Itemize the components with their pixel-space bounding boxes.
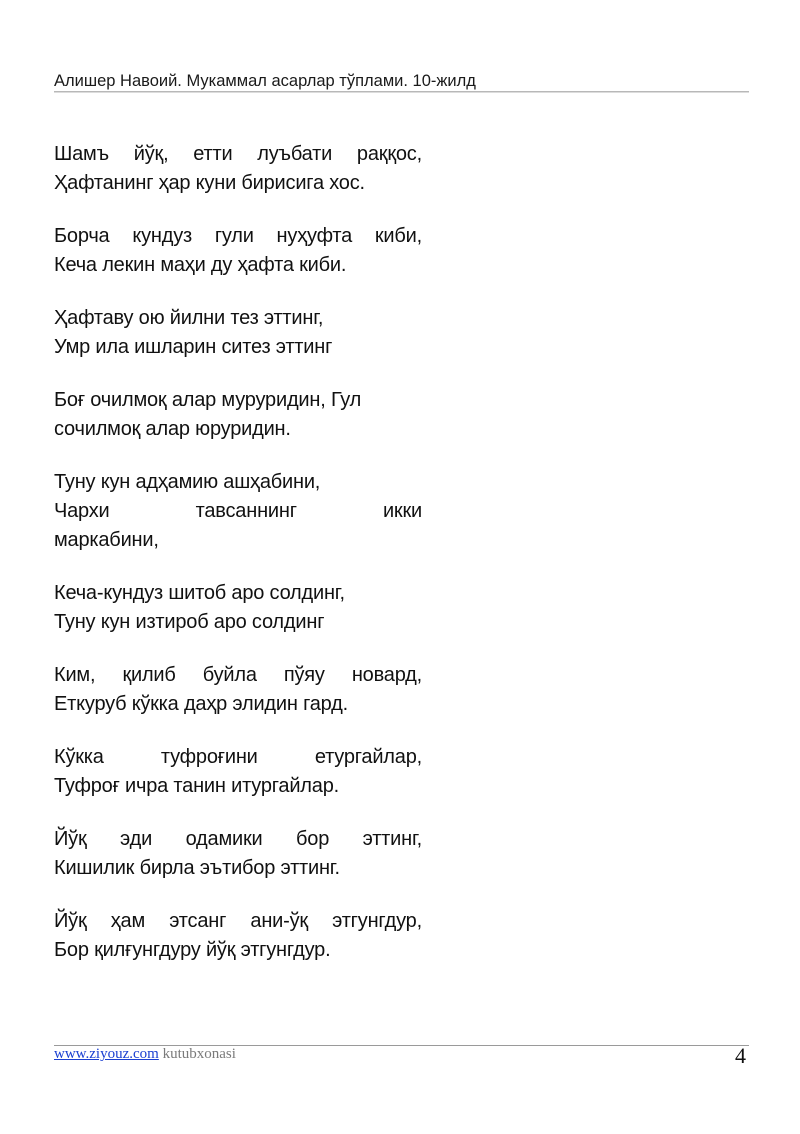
poem-line: Еткуруб кўкка даҳр элидин гард.: [54, 693, 348, 715]
poem-word: туфроғини: [160, 746, 258, 768]
stanza: [54, 222, 422, 280]
poem-word: тавсаннинг: [195, 500, 297, 522]
poem-word: етти: [193, 143, 233, 165]
poem-line: Кеча лекин маҳи ду ҳафта киби.: [54, 254, 347, 276]
poem-word: Шамъ: [54, 143, 109, 165]
poem-word: бор: [296, 828, 330, 850]
poem-word: этгунгдур,: [332, 910, 422, 932]
poem-word: етургайлар,: [314, 746, 422, 768]
poem-line: Туну кун адҳамию ашҳабини,: [54, 471, 321, 493]
poem-word: қилиб: [122, 664, 176, 686]
library-label: kutubxonasi: [162, 1046, 236, 1062]
poem-line: [54, 743, 422, 772]
poem-word: киби,: [374, 225, 422, 247]
poem-line: Ҳафтаву ою йилни тез эттинг,: [54, 307, 324, 329]
poem-line: Туфроғ ичра танин итургайлар.: [54, 775, 339, 797]
poem-word: пўяу: [283, 664, 325, 686]
stanza: [54, 304, 422, 362]
poem-line: Умр ила ишларин ситез эттинг: [54, 336, 333, 358]
poem-line: сочилмоқ алар юруридин.: [54, 418, 291, 440]
header-divider: [54, 91, 749, 93]
stanza: [54, 468, 422, 555]
poem-line: [54, 222, 422, 251]
poem-word: йўқ,: [133, 143, 169, 165]
stanza: [54, 579, 422, 637]
poem-word: Чархи: [54, 500, 110, 522]
poem-line: Туну кун изтироб аро солдинг: [54, 611, 325, 633]
stanza: [54, 140, 422, 198]
ziyouz-link[interactable]: www.ziyouz.com: [54, 1046, 159, 1062]
poem-word: Йўқ: [54, 828, 87, 850]
running-header: Алишер Навоий. Мукаммал асарлар тўплами. 10-жилд: [54, 72, 476, 90]
poem-word: эди: [120, 828, 153, 850]
stanza: [54, 386, 422, 444]
poem-word: Йўқ: [54, 910, 87, 932]
poem-word: луъбати: [257, 143, 333, 165]
poem-line: Боғ очилмоқ алар муруридин, Гул: [54, 389, 362, 411]
poem-line: [54, 825, 422, 854]
poem-line: маркабини,: [54, 529, 159, 551]
page-number: 4: [735, 1043, 746, 1068]
stanza: [54, 825, 422, 883]
poem-word: ани-ўқ: [250, 910, 308, 932]
poem-line: [54, 661, 422, 690]
page-footer: [54, 1046, 236, 1063]
poem-word: одамики: [185, 828, 263, 850]
poem-word: этсанг: [169, 910, 227, 932]
poem-word: новард,: [351, 664, 422, 686]
poem-line: [54, 907, 422, 936]
poem-word: Борча: [54, 225, 110, 247]
poem-line: Кишилик бирла эътибор эттинг.: [54, 857, 340, 879]
stanza: [54, 907, 422, 965]
poem-word: буйла: [202, 664, 257, 686]
poem-line: Бор қилғунгдуру йўқ этгунгдур.: [54, 939, 331, 961]
stanza: [54, 661, 422, 719]
poem-word: эттинг,: [362, 828, 422, 850]
poem-word: Ким,: [54, 664, 96, 686]
poem-line: [54, 140, 422, 169]
poem-word: раққос,: [356, 143, 422, 165]
poem-line: [54, 497, 422, 526]
poem-word: кундуз: [132, 225, 192, 247]
poem-word: гули: [214, 225, 254, 247]
poem-line: Кеча-кундуз шитоб аро солдинг,: [54, 582, 345, 604]
poem-word: ҳам: [110, 910, 146, 932]
poem-body: [54, 140, 422, 989]
poem-word: Кўкка: [54, 746, 104, 768]
stanza: [54, 743, 422, 801]
poem-word: нуҳуфта: [276, 225, 353, 247]
poem-line: Ҳафтанинг ҳар куни бирисига хос.: [54, 172, 365, 194]
poem-word: икки: [382, 500, 422, 522]
